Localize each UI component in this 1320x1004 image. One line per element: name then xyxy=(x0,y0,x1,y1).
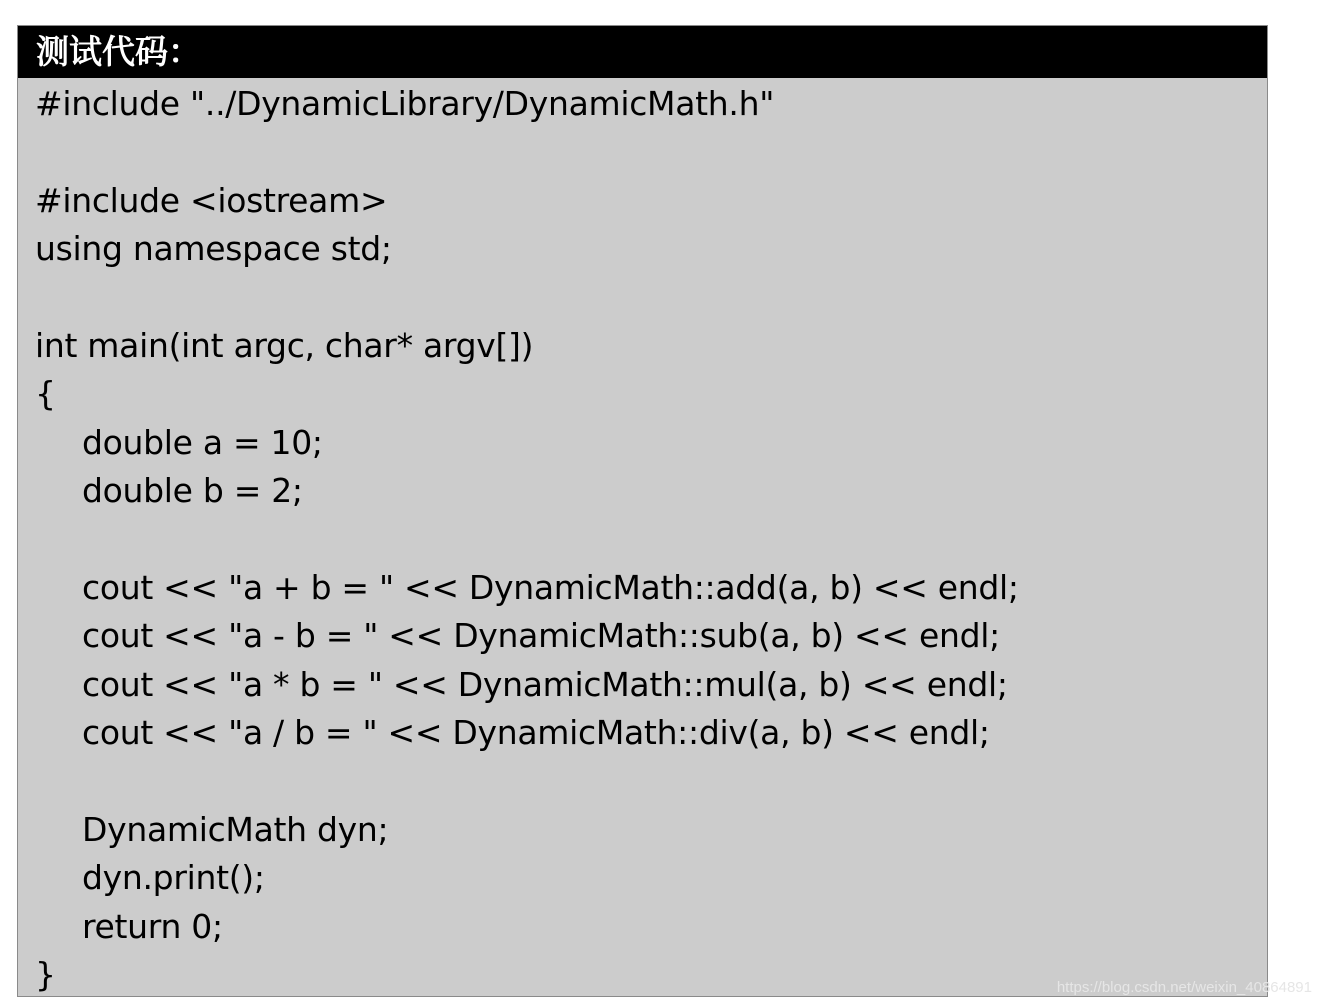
code-line-using-namespace: using namespace std; xyxy=(35,229,392,268)
code-line-open-brace: { xyxy=(35,374,56,413)
code-line-double-b: double b = 2; xyxy=(82,471,303,510)
code-line-cout-add: cout << "a + b = " << DynamicMath::add(a, b) << endl; xyxy=(82,568,1019,607)
code-line-close-brace: } xyxy=(35,955,56,994)
code-line-double-a: double a = 10; xyxy=(82,423,323,462)
panel-title: 测试代码： xyxy=(36,32,201,71)
code-panel xyxy=(17,25,1268,997)
code-line-include-iostream: #include <iostream> xyxy=(35,181,388,220)
code-block xyxy=(18,78,1267,996)
watermark-text: https://blog.csdn.net/weixin_40864891 xyxy=(1056,979,1312,996)
code-line-cout-sub: cout << "a - b = " << DynamicMath::sub(a, b) << endl; xyxy=(82,616,1000,655)
code-line-cout-mul: cout << "a * b = " << DynamicMath::mul(a, b) << endl; xyxy=(82,665,1008,704)
code-line-dyn-print: dyn.print(); xyxy=(82,858,265,897)
panel-header xyxy=(18,26,1267,78)
code-line-main-signature: int main(int argc, char* argv[]) xyxy=(35,326,534,365)
code-line-include-dynamicmath: #include "../DynamicLibrary/DynamicMath.h" xyxy=(35,84,775,123)
code-line-return: return 0; xyxy=(82,907,223,946)
code-line-dynamicmath-dyn: DynamicMath dyn; xyxy=(82,810,389,849)
code-line-cout-div: cout << "a / b = " << DynamicMath::div(a, b) << endl; xyxy=(82,713,990,752)
